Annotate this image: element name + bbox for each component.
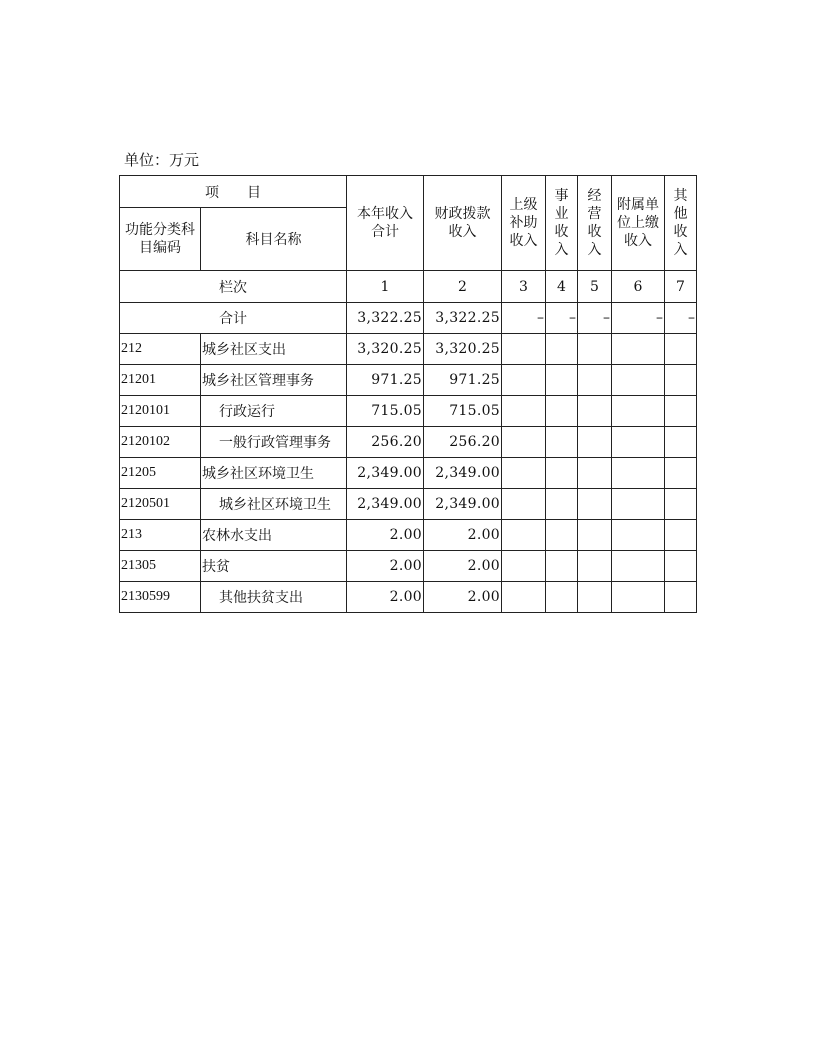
row-other: [665, 582, 697, 613]
row-business: [546, 489, 578, 520]
table-row: [120, 551, 697, 582]
income-table: [119, 175, 697, 613]
col-index-2: 2: [424, 271, 502, 303]
subject-name-header: 科目名称: [201, 208, 347, 271]
row-other: [665, 458, 697, 489]
row-code: 2120102: [120, 427, 201, 458]
row-operating: [578, 427, 612, 458]
row-total-income: 2,349.00: [347, 458, 424, 489]
row-name: 农林水支出: [201, 520, 347, 551]
project-header: 项 目: [120, 176, 347, 208]
row-fiscal: 2,349.00: [424, 458, 502, 489]
row-affiliated: [612, 458, 665, 489]
row-business: [546, 458, 578, 489]
column-index-label: 栏次: [120, 271, 347, 303]
column-index-row: [120, 271, 697, 303]
row-affiliated: [612, 582, 665, 613]
row-other: [665, 334, 697, 365]
total-row-label: 合计: [120, 303, 347, 334]
row-total-income: 2.00: [347, 582, 424, 613]
row-superior: [502, 551, 546, 582]
row-name: 城乡社区管理事务: [201, 365, 347, 396]
row-superior: [502, 582, 546, 613]
row-operating: [578, 520, 612, 551]
row-fiscal: 2.00: [424, 520, 502, 551]
row-business: [546, 334, 578, 365]
unit-label: 单位：万元: [124, 151, 200, 169]
row-affiliated: [612, 427, 665, 458]
row-operating: [578, 458, 612, 489]
row-superior: [502, 334, 546, 365]
row-other: [665, 551, 697, 582]
table-row: [120, 365, 697, 396]
total-row-affiliated: –: [612, 303, 665, 334]
row-fiscal: 3,320.25: [424, 334, 502, 365]
row-name: 城乡社区支出: [201, 334, 347, 365]
table-row: [120, 396, 697, 427]
table-row: [120, 520, 697, 551]
row-business: [546, 520, 578, 551]
row-fiscal: 2.00: [424, 551, 502, 582]
row-total-income: 2.00: [347, 520, 424, 551]
row-other: [665, 520, 697, 551]
col-index-4: 4: [546, 271, 578, 303]
row-total-income: 3,320.25: [347, 334, 424, 365]
row-code: 213: [120, 520, 201, 551]
row-other: [665, 365, 697, 396]
row-superior: [502, 458, 546, 489]
col-index-1: 1: [347, 271, 424, 303]
row-other: [665, 427, 697, 458]
row-name: 行政运行: [201, 396, 347, 427]
row-name: 扶贫: [201, 551, 347, 582]
total-row-other: –: [665, 303, 697, 334]
row-name: 其他扶贫支出: [201, 582, 347, 613]
row-other: [665, 489, 697, 520]
row-superior: [502, 396, 546, 427]
table-row: [120, 489, 697, 520]
row-code: 21201: [120, 365, 201, 396]
row-operating: [578, 334, 612, 365]
row-code: 2130599: [120, 582, 201, 613]
row-business: [546, 582, 578, 613]
row-code: 21205: [120, 458, 201, 489]
row-business: [546, 365, 578, 396]
row-affiliated: [612, 334, 665, 365]
row-superior: [502, 365, 546, 396]
affiliated-header: 附属单位上缴收入: [612, 176, 665, 271]
row-total-income: 715.05: [347, 396, 424, 427]
total-row-business: –: [546, 303, 578, 334]
total-row-fiscal: 3,322.25: [424, 303, 502, 334]
row-name: 一般行政管理事务: [201, 427, 347, 458]
row-superior: [502, 489, 546, 520]
total-row: [120, 303, 697, 334]
row-affiliated: [612, 489, 665, 520]
row-total-income: 971.25: [347, 365, 424, 396]
other-header: 其他收入: [665, 176, 697, 271]
row-code: 212: [120, 334, 201, 365]
col-index-5: 5: [578, 271, 612, 303]
row-other: [665, 396, 697, 427]
row-total-income: 2.00: [347, 551, 424, 582]
row-affiliated: [612, 520, 665, 551]
business-header: 事业收入: [546, 176, 578, 271]
row-superior: [502, 427, 546, 458]
table-row: [120, 427, 697, 458]
row-operating: [578, 365, 612, 396]
row-operating: [578, 582, 612, 613]
header-row-1: [120, 176, 697, 208]
row-fiscal: 715.05: [424, 396, 502, 427]
col-index-6: 6: [612, 271, 665, 303]
row-total-income: 256.20: [347, 427, 424, 458]
row-code: 2120101: [120, 396, 201, 427]
superior-header: 上级补助收入: [502, 176, 546, 271]
col-index-3: 3: [502, 271, 546, 303]
row-business: [546, 396, 578, 427]
row-fiscal: 2.00: [424, 582, 502, 613]
row-fiscal: 971.25: [424, 365, 502, 396]
row-name: 城乡社区环境卫生: [201, 458, 347, 489]
total-income-header: 本年收入合计: [347, 176, 424, 271]
row-name: 城乡社区环境卫生: [201, 489, 347, 520]
row-code: 21305: [120, 551, 201, 582]
row-business: [546, 551, 578, 582]
func-code-header: 功能分类科目编码: [120, 208, 201, 271]
row-affiliated: [612, 365, 665, 396]
row-superior: [502, 520, 546, 551]
table-row: [120, 582, 697, 613]
operating-header: 经营收入: [578, 176, 612, 271]
row-affiliated: [612, 551, 665, 582]
row-fiscal: 2,349.00: [424, 489, 502, 520]
total-row-income: 3,322.25: [347, 303, 424, 334]
row-affiliated: [612, 396, 665, 427]
row-total-income: 2,349.00: [347, 489, 424, 520]
table-row: [120, 458, 697, 489]
row-code: 2120501: [120, 489, 201, 520]
row-operating: [578, 396, 612, 427]
row-business: [546, 427, 578, 458]
fiscal-header: 财政拨款收入: [424, 176, 502, 271]
row-operating: [578, 489, 612, 520]
row-operating: [578, 551, 612, 582]
total-row-superior: –: [502, 303, 546, 334]
col-index-7: 7: [665, 271, 697, 303]
table-row: [120, 334, 697, 365]
total-row-operating: –: [578, 303, 612, 334]
row-fiscal: 256.20: [424, 427, 502, 458]
